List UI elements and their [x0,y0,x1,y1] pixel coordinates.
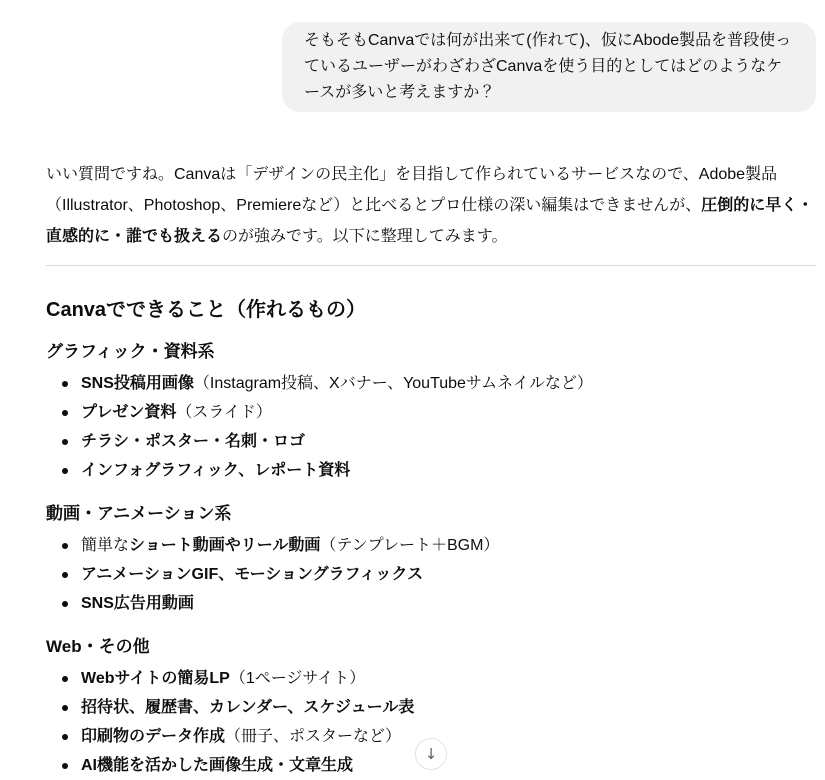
item-text-bold: プレゼン資料 [81,404,177,421]
list-item [81,531,816,560]
item-text: 簡単な [81,537,130,554]
assistant-intro-paragraph [46,159,816,252]
item-text-bold: アニメーションGIF、モーショングラフィックス [81,566,424,583]
list-item [81,560,816,589]
intro-text-bold: 圧倒的に早く・直感的に・誰でも扱える [46,197,814,245]
list-item [81,589,816,618]
item-text-bold: ショート動画やリール動画 [129,537,321,554]
list-item [81,427,816,456]
list-item [81,456,816,485]
list-item [81,751,816,780]
user-message-row [46,0,816,112]
item-text-bold: SNS広告用動画 [81,595,194,612]
list-item [81,693,816,722]
list-graphics [46,369,816,485]
chat-column [46,0,816,780]
item-text-bold: AI機能を活かした画像生成・文章生成 [81,757,354,774]
scroll-to-bottom-button[interactable] [415,738,447,770]
item-text-bold: インフォグラフィック、レポート資料 [81,462,351,479]
subheading-web-other: Web・その他 [46,637,150,656]
item-text-bold: Webサイトの簡易LP [81,670,230,687]
section-divider [46,265,816,266]
item-text-bold: 招待状、履歴書、カレンダー、スケジュール表 [81,699,415,716]
item-text: （スライド） [176,404,272,421]
item-text-bold: 印刷物のデータ作成 [81,728,226,745]
list-item [81,722,816,751]
item-text: （テンプレート＋BGM） [320,537,500,554]
down-arrow-icon: ↓ [424,744,438,763]
subheading-video: 動画・アニメーション系 [46,504,232,523]
item-text: （冊子、ポスターなど） [225,728,402,745]
item-text-bold: SNS投稿用画像 [81,375,194,392]
user-message-bubble [282,22,816,112]
item-text-bold: チラシ・ポスター・名刺・ロゴ [81,433,306,450]
subheading-graphics: グラフィック・資料系 [46,342,215,361]
item-text: （Instagram投稿、Xバナー、YouTubeサムネイルなど） [193,375,593,392]
intro-text: のが強みです。以下に整理してみます。 [222,228,508,245]
user-message-text: そもそもCanvaでは何が出来て(作れて)、仮にAbode製品を普段使っているユーザーがわざわざCanvaを使う目的としてはどのようなケースが多いと考えますか？ [304,32,792,101]
list-item [81,664,816,693]
list-item [81,398,816,427]
list-video [46,531,816,618]
item-text: （1ページサイト） [229,670,366,687]
main-heading: Canvaでできること（作れるもの） [46,299,367,321]
assistant-message [46,159,816,780]
list-item [81,369,816,398]
intro-text: いい質問ですね。Canvaは「デザインの民主化」を目指して作られているサービスなので、Adobe製品（Illustrator、Photoshop、Premiereなど）と比べるとプロ仕様の深い編集はできませんが、 [46,166,778,214]
